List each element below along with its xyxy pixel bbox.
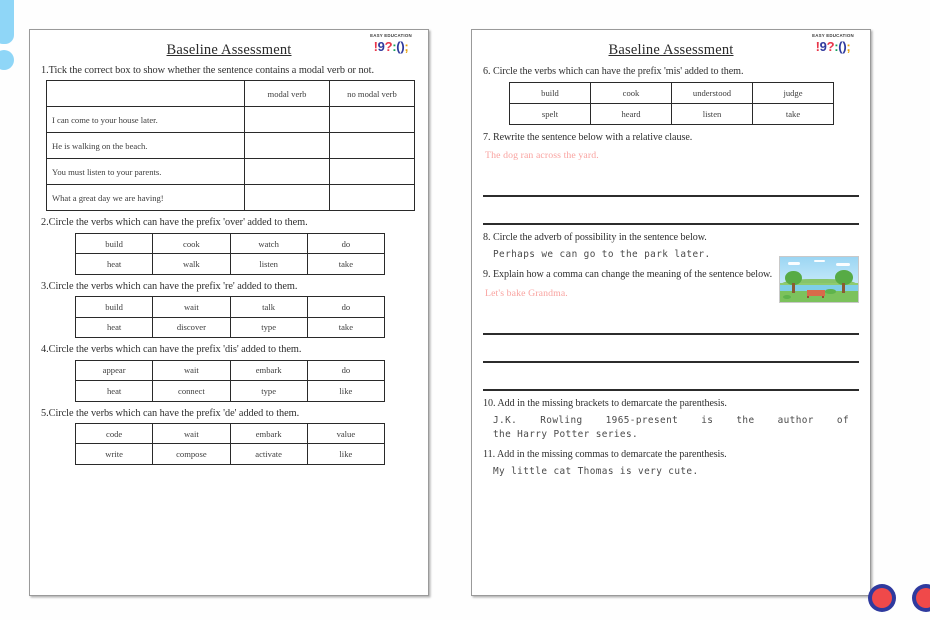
word-cell[interactable]: code [76,423,153,444]
word-cell[interactable]: take [307,317,384,338]
answer-rule[interactable] [483,389,859,391]
table-row-header [47,81,415,107]
logo-wordmark: EASY EDUCATION [812,33,854,38]
bush-icon [825,289,836,294]
page-title-left: Baseline Assessment [166,42,292,58]
question-4-text: 4.Circle the verbs which can have the prefix 'dis' added to them. [41,344,302,356]
word-cell[interactable]: build [510,83,591,104]
word-cell[interactable]: wait [153,423,230,444]
word-cell[interactable]: listen [230,254,307,275]
modal-sentence-2: He is walking on the beach. [47,133,245,159]
word-cell[interactable]: heat [76,254,153,275]
table-row [47,159,415,185]
table-row [76,297,385,318]
no-modal-checkbox-cell[interactable] [330,159,415,185]
question-8-text: 8. Circle the adverb of possibility in the sentence below. [483,232,707,244]
word-cell[interactable]: embark [230,360,307,381]
word-cell[interactable]: build [76,297,153,318]
question-3-text: 3.Circle the verbs which can have the prefix 're' added to them. [41,280,298,292]
question-10-line-1: J.K. Rowling 1965-present is the author of [493,414,849,426]
q4-word-table [75,360,385,402]
table-row [76,254,385,275]
word-cell[interactable]: appear [76,360,153,381]
modal-checkbox-cell[interactable] [245,133,330,159]
answer-space[interactable] [483,163,859,195]
table-row [47,185,415,211]
page-title-right: Baseline Assessment [608,42,734,58]
exclamation-dot [0,50,14,70]
answer-space[interactable] [483,363,859,389]
table-row [510,104,834,125]
circle-badge-icon[interactable] [912,584,930,612]
question-7-prompt: The dog ran across the yard. [485,150,599,162]
question-9-prompt: Let's bake Grandma. [485,287,568,299]
q6-word-table [509,82,834,125]
question-7-text: 7. Rewrite the sentence below with a relative clause. [483,132,693,144]
word-cell[interactable]: understood [672,83,753,104]
table-row [76,360,385,381]
worksheet-page-right [471,29,871,596]
no-modal-checkbox-cell[interactable] [330,185,415,211]
question-9-text: 9. Explain how a comma can change the meaning of the sentence below. [483,269,773,281]
modal-sentence-3: You must listen to your parents. [47,159,245,185]
park-scene-image [779,256,859,303]
word-cell[interactable]: do [307,360,384,381]
bench-legs [807,296,824,299]
question-11-text: 11. Add in the missing commas to demarcate the parenthesis. [483,448,727,460]
word-cell[interactable]: wait [153,360,230,381]
word-cell[interactable]: build [76,233,153,254]
modal-sentence-4: What a great day we are having! [47,185,245,211]
modal-table-header-modal: modal verb [245,81,330,107]
answer-space[interactable] [483,301,859,333]
word-cell[interactable]: discover [153,317,230,338]
q2-word-table [75,233,385,275]
table-row [510,83,834,104]
question-5-text: 5.Circle the verbs which can have the prefix 'de' added to them. [41,407,300,419]
word-cell[interactable]: like [307,444,384,465]
tree-icon [835,270,854,293]
word-cell[interactable]: embark [230,423,307,444]
question-1-text: 1.Tick the correct box to show whether the sentence contains a modal verb or not. [41,65,374,76]
word-cell[interactable]: activate [230,444,307,465]
worksheet-page-left [29,29,429,596]
question-11-sentence[interactable]: My little cat Thomas is very cute. [493,465,699,477]
word-cell[interactable]: compose [153,444,230,465]
table-row [76,233,385,254]
word-cell[interactable]: type [230,317,307,338]
word-cell[interactable]: do [307,297,384,318]
exclamation-bar [0,0,14,44]
word-cell[interactable]: do [307,233,384,254]
word-cell[interactable]: write [76,444,153,465]
modal-checkbox-cell[interactable] [245,107,330,133]
word-cell[interactable]: listen [672,104,753,125]
word-cell[interactable]: heat [76,317,153,338]
word-cell[interactable]: value [307,423,384,444]
question-10-line-2: the Harry Potter series. [493,428,639,440]
logo-wordmark: EASY EDUCATION [370,33,412,38]
table-row [47,133,415,159]
question-2-text: 2.Circle the verbs which can have the prefix 'over' added to them. [41,217,308,229]
cloud-icon [814,260,825,263]
answer-space[interactable] [483,197,859,223]
word-cell[interactable]: cook [591,83,672,104]
logo-punctuation-marks: !9?:(); [373,39,409,55]
modal-sentence-1: I can come to your house later. [47,107,245,133]
modal-checkbox-cell[interactable] [245,185,330,211]
answer-rule[interactable] [483,223,859,225]
word-cell[interactable]: judge [753,83,834,104]
word-cell[interactable]: walk [153,254,230,275]
word-cell[interactable]: type [230,381,307,402]
circle-badge-icon[interactable] [868,584,896,612]
question-6-text: 6. Circle the verbs which can have the prefix 'mis' added to them. [483,66,744,77]
answer-space[interactable] [483,335,859,361]
q3-word-table [75,296,385,338]
exclamation-mark-icon [0,0,20,70]
logo-punctuation-marks: !9?:(); [815,39,851,55]
modal-verb-table [46,80,415,211]
word-cell[interactable]: watch [230,233,307,254]
table-row [76,317,385,338]
word-cell[interactable]: connect [153,381,230,402]
question-8-sentence[interactable]: Perhaps we can go to the park later. [493,249,711,261]
table-row [76,444,385,465]
modal-checkbox-cell[interactable] [245,159,330,185]
word-cell[interactable]: take [307,254,384,275]
word-cell[interactable]: spelt [510,104,591,125]
word-cell[interactable]: wait [153,297,230,318]
cloud-icon [836,263,850,266]
no-modal-checkbox-cell[interactable] [330,107,415,133]
question-10-sentence[interactable] [493,414,849,442]
q5-word-table [75,423,385,465]
cloud-icon [788,262,800,265]
word-cell[interactable]: like [307,381,384,402]
no-modal-checkbox-cell[interactable] [330,133,415,159]
tree-icon [785,271,802,293]
table-row [76,381,385,402]
question-10-text: 10. Add in the missing brackets to demarcate the parenthesis. [483,397,727,409]
word-cell[interactable]: heat [76,381,153,402]
word-cell[interactable]: talk [230,297,307,318]
table-row [47,107,415,133]
easy-education-logo [360,34,422,55]
table-row [76,423,385,444]
easy-education-logo [802,34,864,55]
word-cell[interactable]: heard [591,104,672,125]
word-cell[interactable]: cook [153,233,230,254]
modal-table-header-blank [47,81,245,107]
modal-table-header-no-modal: no modal verb [330,81,415,107]
word-cell[interactable]: take [753,104,834,125]
bush-icon [783,295,791,299]
